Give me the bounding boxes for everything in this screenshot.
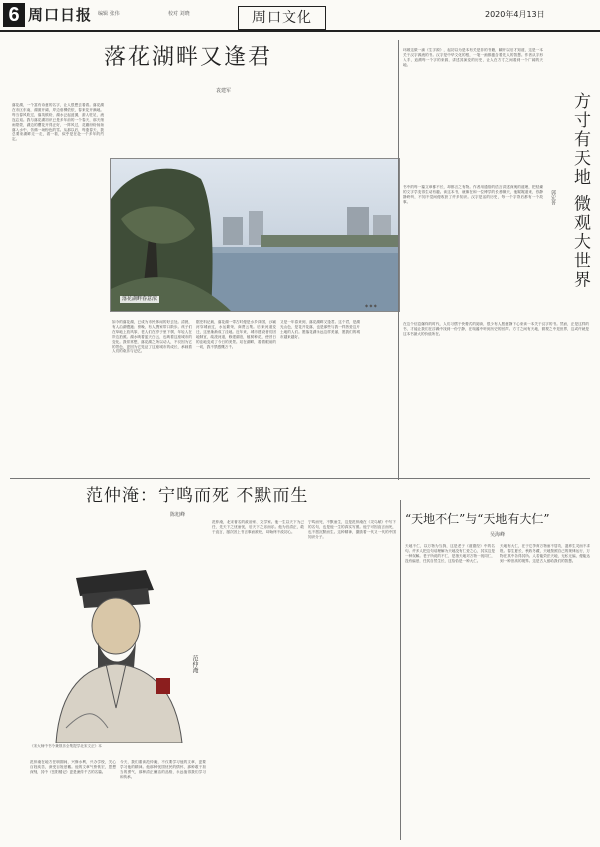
article1-author: 袁建军	[216, 88, 232, 94]
issue-date: 2020年4月13日	[485, 10, 545, 19]
article3-col4: 今天，我们重读范仲淹，不仅要学习他的文章，更要学习他的精神。他那种忧国忧民的情怀，那种敢于担当的勇气，那种清正廉洁的品格，永远值得我们学习和传承。	[120, 760, 206, 779]
fan-zhongyan-portrait	[36, 538, 204, 743]
article4-title: “天地不仁”与“天地有大仁”	[405, 512, 550, 526]
article2-col2: 书中的每一篇文章都不长，却都言之有物。作者用通俗的语言讲述深奥的道理，把枯燥的文字学变得生动有趣。读这本书，就像在和一位博学的长者聊天，他娓娓道来，你静静聆听，不知不觉间便收获了许多知识。汉字是活的历史，每一个字背后都有一个故事。	[403, 185, 543, 204]
article2-author: 郭宏普	[550, 190, 556, 205]
page-header	[0, 0, 600, 30]
article4-col1: 天地不仁，以万物为刍狗，这是老子《道德经》中的名句。许多人把这句话理解为天地没有仁爱之心，其实这是一种误解。老子所说的不仁，是指天地对万物一视同仁，没有偏爱，任其自然生长，这恰恰是一种大仁。	[405, 544, 495, 563]
portrait-caption: 《宋大师中书令兼领乐全集提学北宋文正》本	[30, 744, 102, 748]
section-divider	[10, 478, 590, 479]
lake-photo-image	[111, 159, 399, 311]
article3-author: 陈旭峰	[170, 512, 186, 518]
editor-meta: 编辑 张伟	[98, 11, 120, 17]
column-divider-lower	[400, 500, 401, 840]
page-number: 6	[3, 3, 25, 27]
article4-col2: 天地有大仁，在于它孕育万物而不居功，滋养生灵而不求报。春生夏长，秋收冬藏，天地按照自己的规律运行，万物在其中各得其所。人若能效法天地，无私无偏，便能达到一种崇高的境界。这是古人留给我们的智慧。	[500, 544, 590, 563]
article4-author: 吴海峰	[490, 532, 506, 538]
article2-title: 方寸有天地 微观大世界	[570, 92, 590, 290]
photo-caption: 落花湖畔春意浓	[122, 296, 158, 302]
article1-col2: 如今的落花湖，已成为市民休闲的好去处。清晨，有人沿湖慢跑；傍晚，有人携家带口散步。孩子们在草地上放风筝，老人们在亭子里下棋，年轻人在岸边拍照。湖水映着蓝天白云，也映着这座城市的变化。我常常想，落花湖之所以动人，不仅因为它的景色，更因为它见证了这座城市的成长，承载着人们的欢乐与记忆。	[112, 320, 192, 354]
portrait-signature: 范仲淹	[191, 655, 198, 673]
section-title: 周口文化	[238, 6, 326, 30]
photo-credit-mark: ◆ ◆ ◆	[365, 303, 377, 308]
portrait-image	[36, 538, 204, 743]
article1-col4: 又是一年春来到，落花湖畔又逢君。这个君，是湖光山色，是花开花落，也是那些与我一样热爱这片土地的人们。愿落花湖永远这样美丽，愿我们的城市越来越好。	[280, 320, 360, 339]
paper-logo: 周口日报	[28, 6, 93, 24]
article2-col3: 在这个信息爆炸的时代，人们习惯于快餐式的阅读，很少有人愿意静下心来读一本关于汉字的书。然而，正是这样的书，才能让我们在浮躁中找到一份宁静，在喧嚣中听到历史的回声。方寸之间有天地，微观之中见世界，这或许就是这本书最大的价值所在。	[403, 322, 589, 336]
column-divider	[398, 40, 399, 480]
article3-col3: 范仲淹在地方任职期间，兴修水利，兴办学校，关心百姓疾苦，深受百姓爱戴。他的文章气势恢宏，思想深刻，其中《岳阳楼记》更是流传千古的名篇。	[30, 760, 116, 774]
article1-col1: 落花湖，一个富有诗意的名字，让人很想去看看。落花湖在市区东南，湖面开阔，岸边垂柳依依，春来花开满地。每当春风吹过，落英缤纷，湖水泛起涟漪，游人驻足，流连忘返。我与落花湖初识已是多年前的一个春天，那天细雨蒙蒙，湖边的樱花开得正好，一阵风过，花瓣纷纷扬扬落入水中，仿佛一场粉色的雪。从那以后，每逢春天，我总要来湖畔走一走，看一看，似乎是在赴一个多年的约定。	[12, 103, 104, 142]
article3-title: 范仲淹：宁鸣而死 不默而生	[86, 486, 309, 506]
article1-title: 落花湖畔又逢君	[104, 45, 273, 70]
article3-col1: 范仲淹，北宋著名的政治家、文学家。他一生以天下为己任，先天下之忧而忧，后天下之乐而乐。他为官清正，敢于直言，屡次因上书言事而被贬，却始终不改初心。	[212, 520, 304, 534]
article2-col1: 环顾这微一滴《生字源》，起初以为是本有关是非的书籍，翻开以后才知道，这是一本关于汉字源流的书。汉字是中华文化的根，一笔一画都蕴含着先人的智慧。作者从字形入手，追溯每一个字的来源，讲述其演变的历史，让人在方寸之间看到一个广阔的天地。	[403, 48, 543, 67]
article3-col2: 宁鸣而死，不默而生，这是范仲淹在《灵乌赋》中写下的名句，也是他一生的真实写照。他宁可因直言而死，也不愿沉默而生。这种精神，激励着一代又一代的中国知识分子。	[308, 520, 396, 539]
article1-col3: 据史料记载，落花湖一带古时便是水乡泽国，沙颍河穿城而过，水运繁荣，商贾云集。后来河道变迁，这里渐渐成了洼地。近年来，城市建设者们因地制宜，疏浚河道，修建湖泊，植树种花，使昔日的洼地变成了今日的美景。站在湖畔，看着眼前的一切，我不禁感慨万千。	[196, 320, 276, 349]
lake-photo	[110, 158, 400, 312]
proof-meta: 校对 刘晓	[168, 11, 190, 17]
header-rule	[0, 30, 600, 32]
